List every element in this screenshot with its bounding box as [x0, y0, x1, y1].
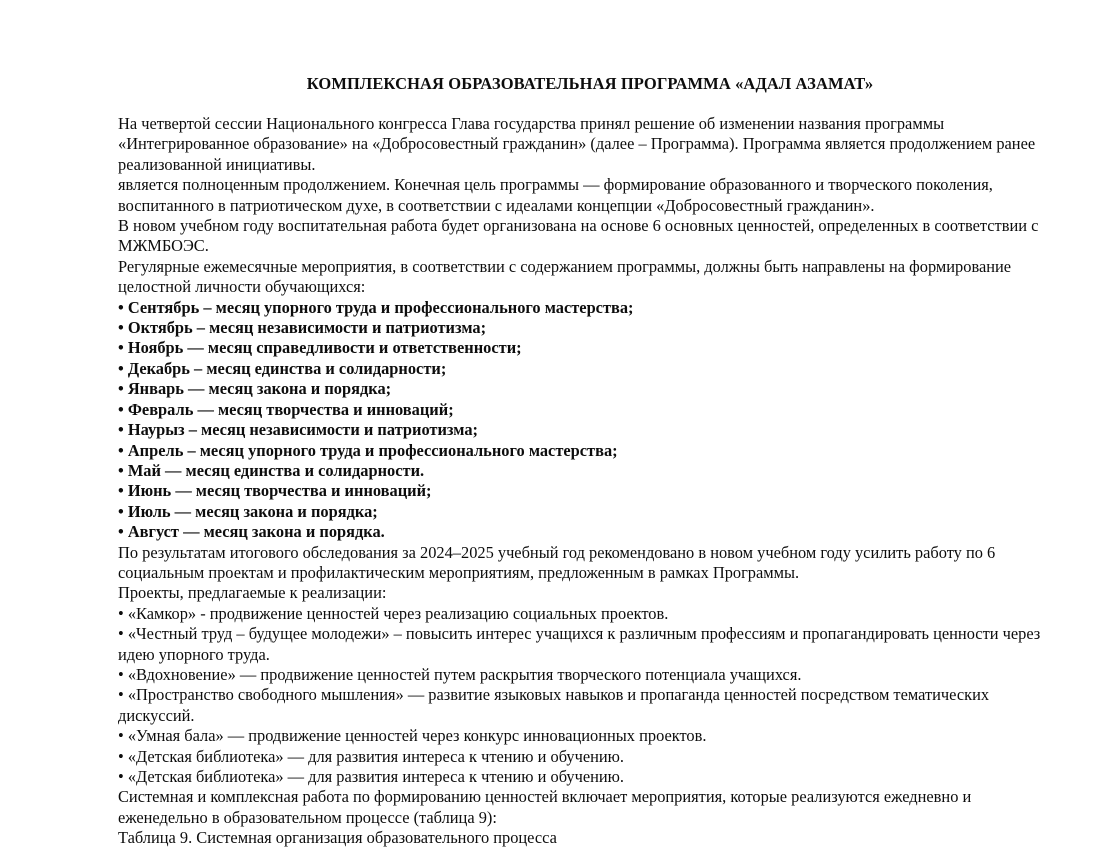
list-item: • Апрель – месяц упорного труда и профессионального мастерства;	[118, 440, 618, 460]
list-item: • Август — месяц закона и порядка.	[118, 522, 385, 542]
page-title: КОМПЛЕКСНАЯ ОБРАЗОВАТЕЛЬНАЯ ПРОГРАММА «АДАЛ АЗАМАТ»	[306, 74, 874, 93]
intro-paragraph-1: На четвертой сессии Национального конгресса Глава государства принял решение об изменении названия программы «Интегрированное образование» на «Добросовестный гражданин» (далее – Программа). Программа является продолжением ранее реализованной инициативы.	[118, 114, 1036, 174]
document-body	[118, 74, 1062, 849]
list-item: • Январь — месяц закона и порядка;	[118, 379, 392, 399]
results-paragraph: По результатам итогового обследования за 2024–2025 учебный год рекомендовано в новом учебном году усилить работу по 6 социальным проектам и профилактическим мероприятиям, предложенным в рамках Программы.	[118, 542, 996, 582]
list-item: • «Пространство свободного мышления» — развитие языковых навыков и пропаганда ценностей посредством тематических дискуссий.	[118, 685, 990, 725]
list-item: • Наурыз – месяц независимости и патриотизма;	[118, 420, 478, 440]
list-item: • Июль — месяц закона и порядка;	[118, 501, 378, 521]
intro-paragraph-3: В новом учебном году воспитательная работа будет организована на основе 6 основных ценностей, определенных в соответствии с МЖМБОЭС.	[118, 216, 1039, 256]
list-item: • Июнь — месяц творчества и инноваций;	[118, 481, 432, 501]
list-item: • Октябрь – месяц независимости и патриотизма;	[118, 318, 487, 338]
list-item: • «Вдохновение» — продвижение ценностей путем раскрытия творческого потенциала учащихся.	[118, 664, 802, 684]
list-item: • Ноябрь — месяц справедливости и ответственности;	[118, 338, 522, 358]
intro-paragraph-4: Регулярные ежемесячные мероприятия, в соответствии с содержанием программы, должны быть направлены на формирование целостной личности обучающихся:	[118, 256, 1012, 297]
list-item: • Сентябрь – месяц упорного труда и профессионального мастерства;	[118, 297, 634, 317]
list-item: • «Камкор» - продвижение ценностей через реализацию социальных проектов.	[118, 603, 669, 623]
table-caption: Таблица 9. Системная организация образовательного процесса	[118, 828, 557, 848]
list-item: • «Умная бала» — продвижение ценностей через конкурс инновационных проектов.	[118, 726, 707, 746]
list-item: • Декабрь – месяц единства и солидарности;	[118, 358, 447, 378]
list-item: • «Честный труд – будущее молодежи» – повысить интерес учащихся к различным профессиям и пропагандировать ценности через идею упорного труда.	[118, 624, 1041, 664]
closing-paragraph: Системная и комплексная работа по формированию ценностей включает мероприятия, которые реализуются ежедневно и еженедельно в образовательном процессе (таблица 9):	[118, 787, 972, 827]
intro-paragraph-2: является полноценным продолжением. Конечная цель программы — формирование образованного и творческого поколения, воспитанного в патриотическом духе, в соответствии с идеалами концепции «Добросовестный гражданин».	[118, 175, 993, 215]
list-item: • «Детская библиотека» — для развития интереса к чтению и обучению.	[118, 746, 625, 766]
list-item: • Май — месяц единства и солидарности.	[118, 460, 425, 480]
list-item: • Февраль — месяц творчества и инноваций;	[118, 399, 454, 419]
list-item: • «Детская библиотека» — для развития интереса к чтению и обучению.	[118, 767, 625, 786]
projects-intro-paragraph: Проекты, предлагаемые к реализации:	[118, 583, 387, 603]
